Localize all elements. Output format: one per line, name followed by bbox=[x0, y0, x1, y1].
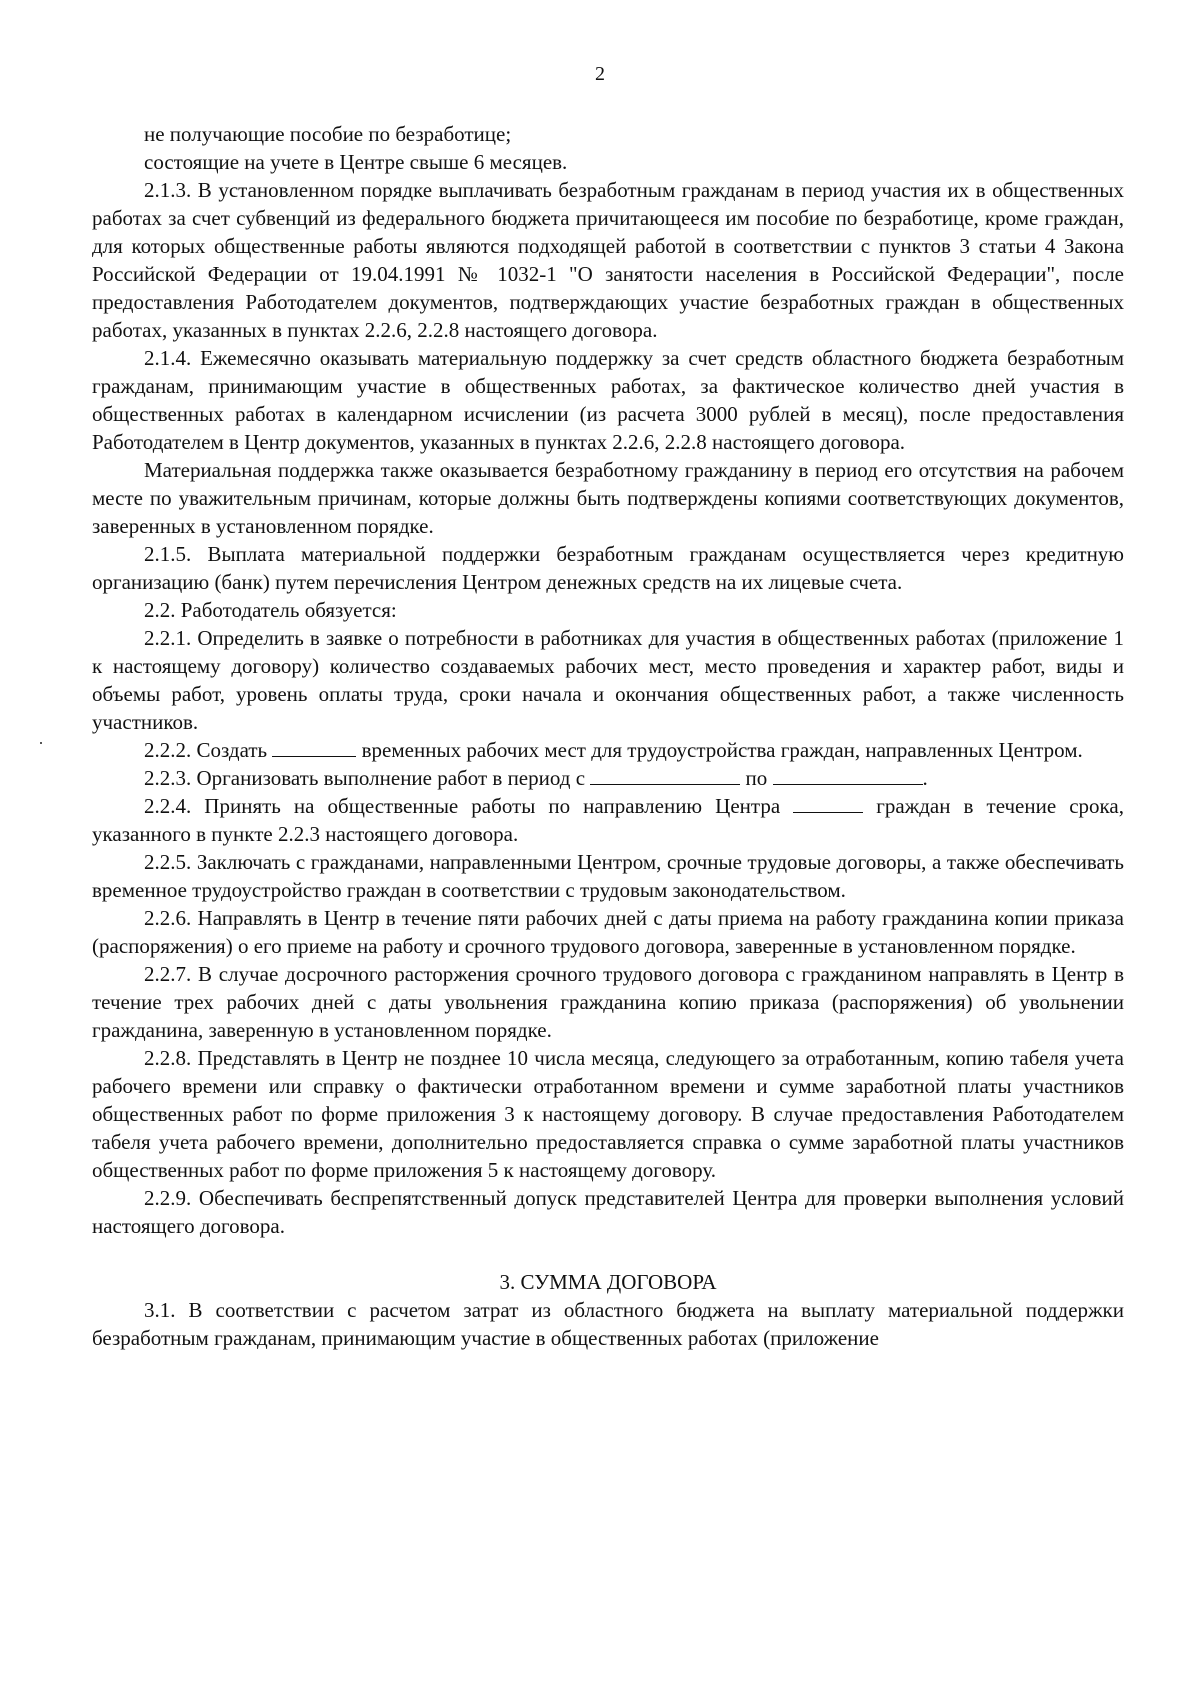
paragraph-2-2-3 bbox=[92, 764, 1124, 792]
paragraph-2-2-9: 2.2.9. Обеспечивать беспрепятственный допуск представителей Центра для проверки выполнения условий настоящего договора. bbox=[92, 1186, 1124, 1238]
paragraph-2-2-3-lead: 2.2.3. Организовать выполнение работ в период с bbox=[144, 766, 586, 790]
paragraph-2-2-3-to: по bbox=[745, 766, 768, 790]
paragraph-3-1: 3.1. В соответствии с расчетом затрат из областного бюджета на выплату материальной поддержки безработным гражданам, принимающим участие в общественных работах (приложение bbox=[92, 1298, 1124, 1350]
paragraph-2-2-4 bbox=[92, 792, 1124, 848]
paragraph-2-2-8: 2.2.8. Представлять в Центр не позднее 10 числа месяца, следующего за отработанным, копию табеля учета рабочего времени или справку о фактически отработанном времени и сумме заработной платы участников общественных работ по форме приложения 3 к настоящему договору. В случае предоставления Работодателем табеля учета рабочего времени, дополнительно предоставляется справка о сумме заработной платы участников общественных работ по форме приложения 5 к настоящему договору. bbox=[92, 1046, 1124, 1182]
paragraph-2-2-2-lead: 2.2.2. Создать bbox=[144, 738, 268, 762]
paragraph-2-2: 2.2. Работодатель обязуется: bbox=[144, 598, 397, 622]
paragraph-2-2-4-rest: граждан в течение срока, указанного в пункте 2.2.3 настоящего договора. bbox=[92, 794, 1125, 846]
paragraph-registered-6-months: состоящие на учете в Центре свыше 6 месяцев. bbox=[144, 150, 568, 174]
paragraph-2-1-5: 2.1.5. Выплата материальной поддержки безработным гражданам осуществляется через кредитную организацию (банк) путем перечисления Центром денежных средств на их лицевые счета. bbox=[92, 542, 1124, 594]
paragraph-2-2-2 bbox=[92, 736, 1124, 764]
section-heading-contract-sum: 3. СУММА ДОГОВОРА bbox=[499, 1270, 717, 1294]
paragraph-2-1-3: 2.1.3. В установленном порядке выплачивать безработным гражданам в период участия их в общественных работах за счет субвенций из федерального бюджета причитающееся им пособие по безработице, кроме граждан, для которых общественные работы являются подходящей работой в соответствии с пунктов 3 статьи 4 Закона Российской Федерации от 19.04.1991 № 1032-1 "О занятости населения в Российской Федерации", после предоставления Работодателем документов, подтверждающих участие безработных граждан в общественных работах, указанных в пунктах 2.2.6, 2.2.8 настоящего договора. bbox=[92, 178, 1124, 342]
document-body bbox=[92, 120, 1124, 1352]
blank-citizens-count bbox=[793, 794, 863, 813]
paragraph-2-2-4-lead: 2.2.4. Принять на общественные работы по направлению Центра bbox=[144, 794, 781, 818]
blank-jobs-count bbox=[272, 738, 356, 757]
blank-period-start bbox=[590, 766, 740, 785]
paragraph-2-2-2-rest: временных рабочих мест для трудоустройства граждан, направленных Центром. bbox=[361, 738, 1083, 762]
paragraph-benefit-not-received: не получающие пособие по безработице; bbox=[144, 122, 512, 146]
paragraph-2-2-6: 2.2.6. Направлять в Центр в течение пяти рабочих дней с даты приема на работу гражданина копии приказа (распоряжения) о его приеме на работу и срочного трудового договора, заверенные в установленном порядке. bbox=[92, 906, 1124, 958]
scan-speck bbox=[40, 742, 42, 744]
paragraph-2-2-5: 2.2.5. Заключать с гражданами, направленными Центром, срочные трудовые договоры, а также обеспечивать временное трудоустройство граждан в соответствии с трудовым законодательством. bbox=[92, 850, 1124, 902]
blank-period-end bbox=[773, 766, 923, 785]
paragraph-2-2-1: 2.2.1. Определить в заявке о потребности в работниках для участия в общественных работах (приложение 1 к настоящему договору) количество создаваемых рабочих мест, место проведения и характер работ, виды и объемы работ, уровень оплаты труда, сроки начала и окончания общественных работ, а также численность участников. bbox=[92, 626, 1124, 734]
paragraph-2-2-7: 2.2.7. В случае досрочного расторжения срочного трудового договора с гражданином направлять в Центр в течение трех рабочих дней с даты увольнения гражданина копию приказа (распоряжения) об увольнении гражданина, заверенную в установленном порядке. bbox=[92, 962, 1124, 1042]
page-number: 2 bbox=[595, 63, 605, 85]
paragraph-2-1-4: 2.1.4. Ежемесячно оказывать материальную поддержку за счет средств областного бюджета безработным гражданам, принимающим участие в общественных работах, за фактическое количество дней участия в общественных работах в календарном исчислении (из расчета 3000 рублей в месяц), после предоставления Работодателем в Центр документов, указанных в пунктах 2.2.6, 2.2.8 настоящего договора. bbox=[92, 346, 1124, 454]
paragraph-material-support: Материальная поддержка также оказывается безработному гражданину в период его отсутствия на рабочем месте по уважительным причинам, которые должны быть подтверждены копиями соответствующих документов, заверенных в установленном порядке. bbox=[92, 458, 1124, 538]
paragraph-2-2-3-end: . bbox=[922, 766, 928, 790]
